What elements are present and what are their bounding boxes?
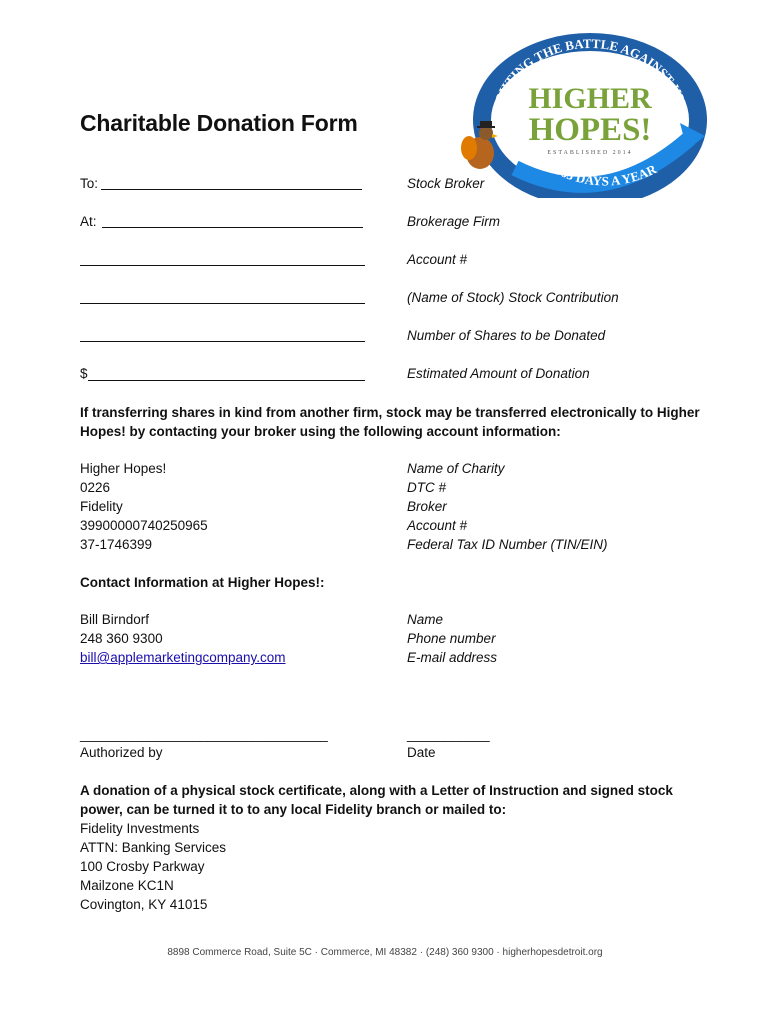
transfer-intro: If transferring shares in kind from another firm, stock may be transferred electronically to Higher Hopes! by contacting your broker using the following account information: — [80, 405, 700, 439]
tax-id-value: 37-1746399 — [80, 537, 153, 552]
tax-id-label: Federal Tax ID Number (TIN/EIN) — [407, 537, 608, 552]
amount-label: Estimated Amount of Donation — [407, 366, 590, 381]
address-line: ATTN: Banking Services — [80, 840, 227, 855]
amount-line[interactable] — [88, 380, 365, 381]
to-prefix: To: — [80, 176, 99, 191]
contact-labels — [407, 610, 497, 667]
name-label: Name — [407, 612, 444, 627]
brokerage-firm-label: Brokerage Firm — [407, 214, 501, 229]
stock-name-line[interactable] — [80, 303, 365, 304]
contact-values — [80, 610, 286, 667]
address-line: Covington, KY 41015 — [80, 897, 208, 912]
authorized-by-label: Authorized by — [80, 745, 163, 760]
stock-contribution-label: (Name of Stock) Stock Contribution — [407, 290, 619, 305]
at-prefix: At: — [80, 214, 97, 229]
logo-word-hopes: HOPES! — [528, 112, 652, 148]
logo-word-higher: HIGHER — [528, 82, 652, 115]
shares-line[interactable] — [80, 341, 365, 342]
dtc-value: 0226 — [80, 480, 111, 495]
contact-heading: Contact Information at Higher Hopes!: — [80, 575, 325, 590]
account-number-label: Account # — [407, 252, 468, 267]
contact-email-link[interactable]: bill@applemarketingcompany.com — [80, 650, 286, 665]
broker-value: Fidelity — [80, 499, 123, 514]
brokerage-firm-line[interactable] — [102, 227, 363, 228]
footer-address: 8898 Commerce Road, Suite 5C · Commerce, MI 48382 · (248) 360 9300 · higherhopesdetroit.org — [167, 947, 603, 958]
charity-name-label: Name of Charity — [407, 461, 505, 476]
contact-phone: 248 360 9300 — [80, 631, 163, 646]
phone-label: Phone number — [407, 631, 496, 646]
address-line: 100 Crosby Parkway — [80, 859, 205, 874]
date-line[interactable]: ___________ — [407, 727, 490, 742]
mailing-intro: A donation of a physical stock certificate, along with a Letter of Instruction and signed stock power, can be turned it to to any local Fidelity branch or mailed to: — [80, 783, 673, 817]
page-title: Charitable Donation Form — [80, 110, 358, 136]
account-value: 39900000740250965 — [80, 518, 208, 533]
dollar-prefix: $ — [80, 366, 88, 381]
logo-arc-bottom-text: 365 DAYS A YEAR — [552, 161, 659, 189]
date-label: Date — [407, 745, 436, 760]
logo-arc-top-text: FIGHTING THE BATTLE AGAINST HUNG — [488, 35, 693, 126]
contact-name: Bill Birndorf — [80, 612, 150, 627]
mailing-address — [80, 819, 226, 914]
transfer-values — [80, 459, 208, 554]
logo-established: ESTABLISHED 2014 — [547, 150, 633, 156]
broker-label: Broker — [407, 499, 447, 514]
email-label: E-mail address — [407, 650, 498, 665]
address-line: Fidelity Investments — [80, 821, 200, 836]
account-label: Account # — [407, 518, 468, 533]
stock-broker-label: Stock Broker — [407, 176, 485, 191]
shares-label: Number of Shares to be Donated — [407, 328, 606, 343]
stock-broker-line[interactable] — [101, 189, 362, 190]
higher-hopes-logo — [455, 28, 715, 198]
charity-name-value: Higher Hopes! — [80, 461, 167, 476]
transfer-labels — [407, 459, 608, 554]
address-line: Mailzone KC1N — [80, 878, 174, 893]
account-number-line[interactable] — [80, 265, 365, 266]
signature-line[interactable]: _________________________________ — [80, 727, 328, 742]
dtc-label: DTC # — [407, 480, 447, 495]
